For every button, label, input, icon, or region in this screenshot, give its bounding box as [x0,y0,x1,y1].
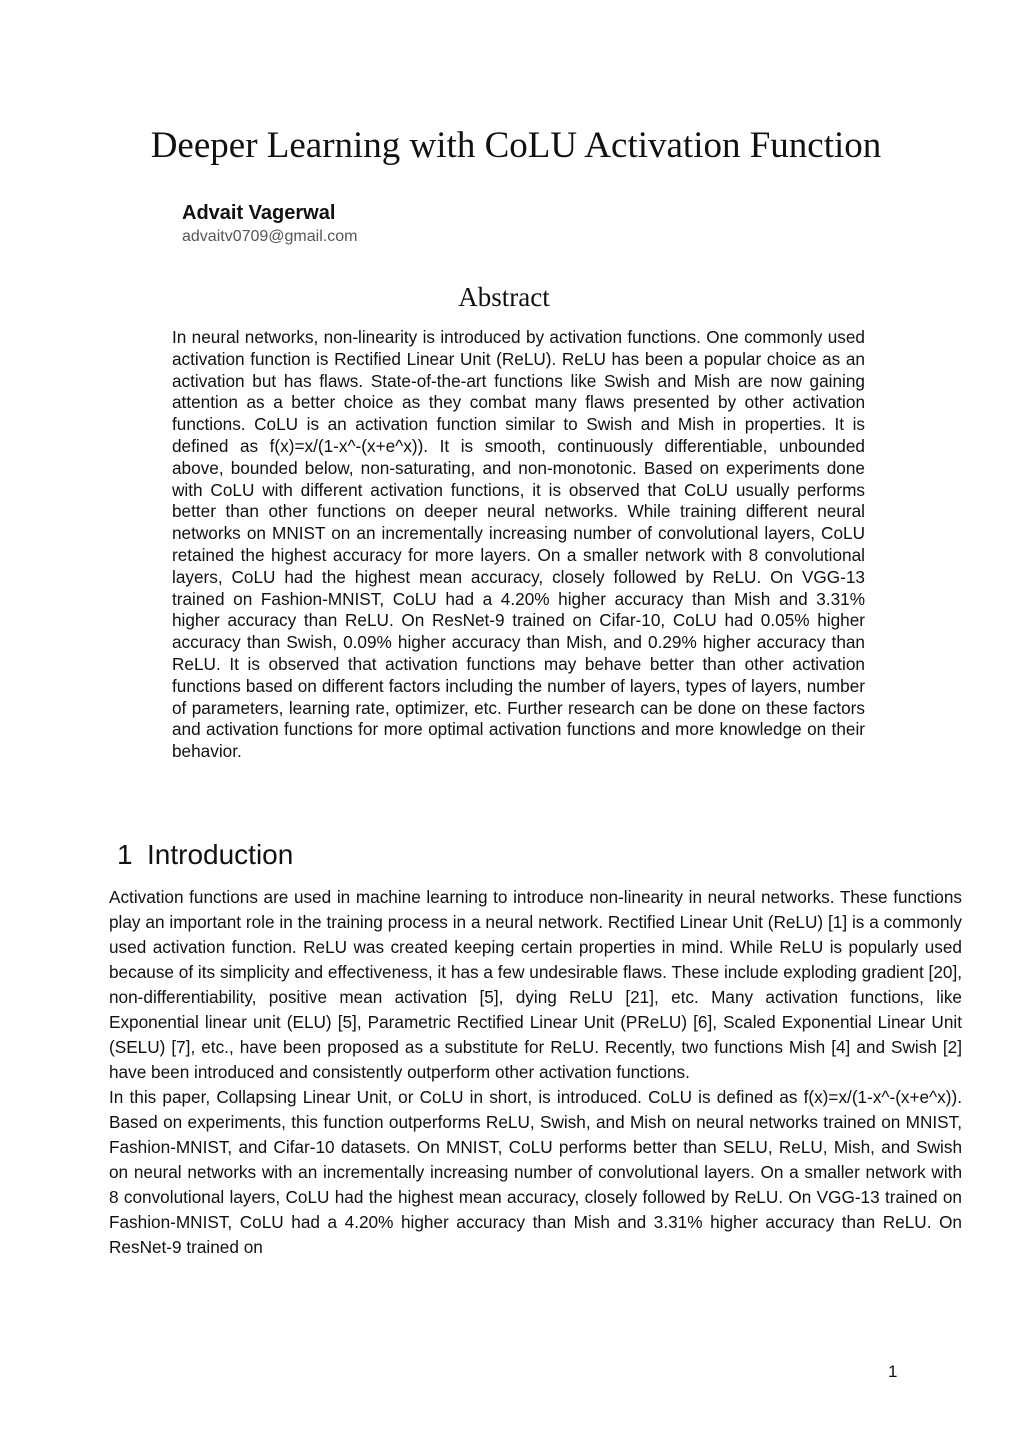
section-title: Introduction [147,839,294,870]
section-heading-introduction [117,838,293,872]
author-name: Advait Vagerwal [182,202,336,224]
introduction-body [109,885,962,1260]
abstract-heading: Abstract [458,282,550,312]
section-number: 1 [117,839,133,870]
introduction-paragraph-1: Activation functions are used in machine learning to introduce non-linearity in neural networks. These functions play an important role in the training process in a neural network. Rectified Linear Unit (ReLU) [1] is a commonly used activation function. ReLU was created keeping certain properties in mind. While ReLU is popularly used because of its simplicity and effectiveness, it has a few undesirable flaws. These include exploding gradient [20], non-differentiability, positive mean activation [5], dying ReLU [21], etc. Many activation functions, like Exponential linear unit (ELU) [5], Parametric Rectified Linear Unit (PReLU) [6], Scaled Exponential Linear Unit (SELU) [7], etc., have been proposed as a substitute for ReLU. Recently, two functions Mish [4] and Swish [2] have been introduced and consistently outperform other activation functions. [109,887,962,1082]
introduction-paragraph-2: In this paper, Collapsing Linear Unit, or CoLU in short, is introduced. CoLU is defined as f(x)=x/(1-x^-(x+e^x)). Based on experiments, this function outperforms ReLU, Swish, and Mish on neural networks trained on MNIST, Fashion-MNIST, and Cifar-10 datasets. On MNIST, CoLU performs better than SELU, ReLU, Mish, and Swish on neural networks with an incrementally increasing number of convolutional layers. On a smaller network with 8 convolutional layers, CoLU had the highest mean accuracy, closely followed by ReLU. On VGG-13 trained on Fashion-MNIST, CoLU had a 4.20% higher accuracy than Mish and 3.31% higher accuracy than ReLU. On ResNet-9 trained on [109,1087,962,1257]
abstract-text: In neural networks, non-linearity is introduced by activation functions. One commonly used activation function is Rectified Linear Unit (ReLU). ReLU has been a popular choice as an activation but has flaws. State-of-the-art functions like Swish and Mish are now gaining attention as a better choice as they combat many flaws presented by other activation functions. CoLU is an activation function similar to Swish and Mish in properties. It is defined as f(x)=x/(1-x^-(x+e^x)). It is smooth, continuously differentiable, unbounded above, bounded below, non-saturating, and non-monotonic. Based on experiments done with CoLU with different activation functions, it is observed that CoLU usually performs better than other functions on deeper neural networks. While training different neural networks on MNIST on an incrementally increasing number of convolutional layers, CoLU retained the highest accuracy for more layers. On a smaller network with 8 convolutional layers, CoLU had the highest mean accuracy, closely followed by ReLU. On VGG-13 trained on Fashion-MNIST, CoLU had a 4.20% higher accuracy than Mish and 3.31% higher accuracy than ReLU. On ResNet-9 trained on Cifar-10, CoLU had 0.05% higher accuracy than Swish, 0.09% higher accuracy than Mish, and 0.29% higher accuracy than ReLU. It is observed that activation functions may behave better than other activation functions based on different factors including the number of layers, types of layers, number of parameters, learning rate, optimizer, etc. Further research can be done on these factors and activation functions for more optimal activation functions and more knowledge on their behavior. [172,327,865,762]
page-number: 1 [888,1362,898,1381]
paper-title: Deeper Learning with CoLU Activation Function [150,125,882,166]
author-email: advaitv0709@gmail.com [182,228,358,245]
